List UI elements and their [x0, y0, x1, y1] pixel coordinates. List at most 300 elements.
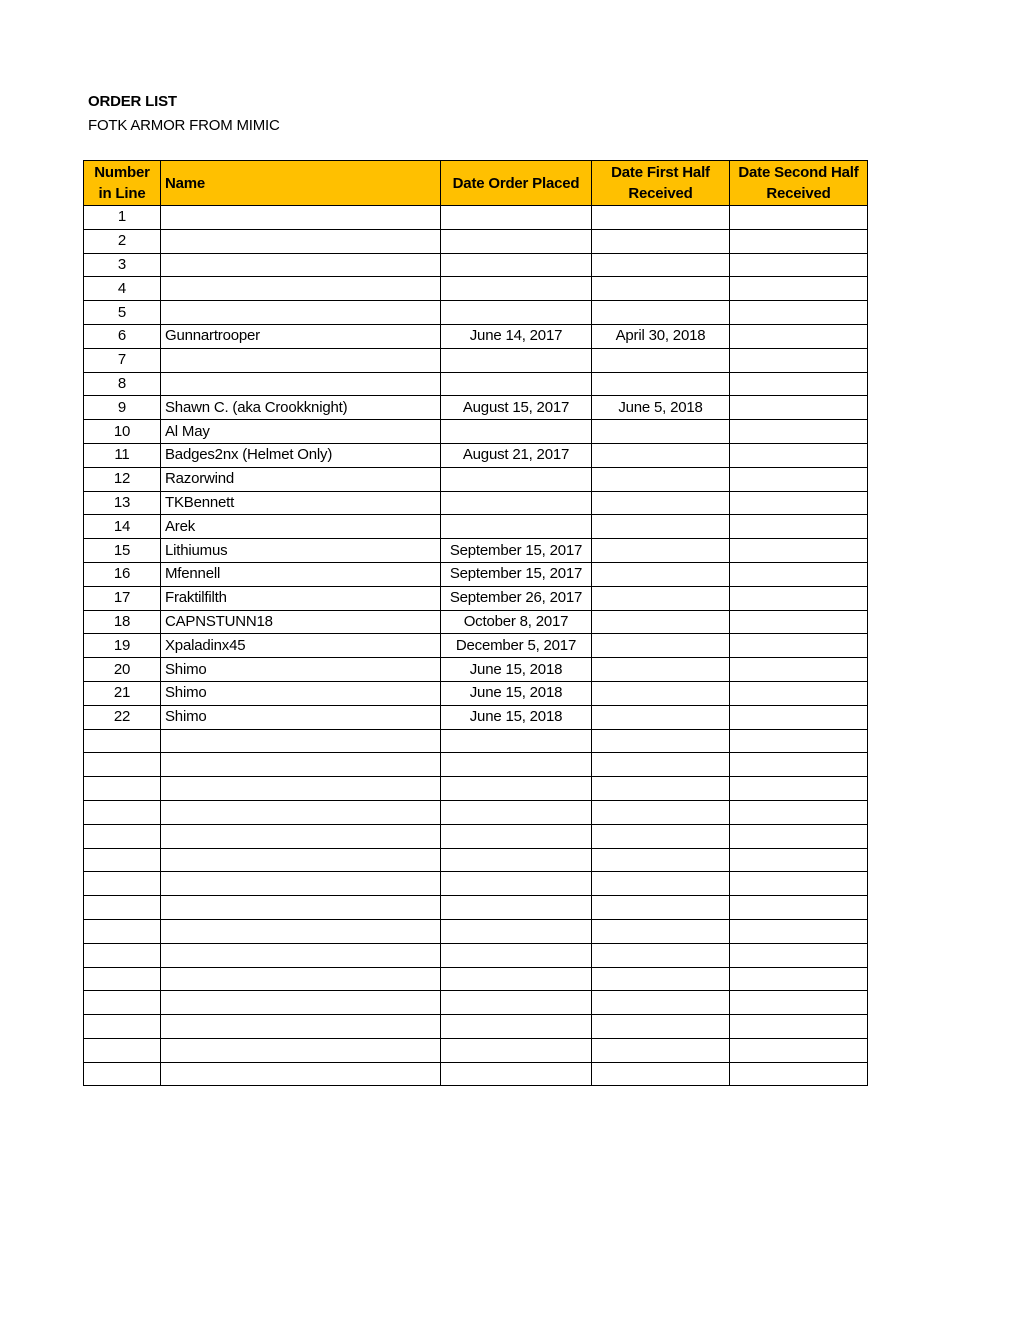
- cell-date-second-half: [730, 872, 868, 896]
- cell-number: [84, 229, 161, 253]
- table-row: [84, 800, 868, 824]
- document-subtitle: FOTK ARMOR FROM MIMIC: [88, 117, 280, 134]
- cell-date-first-half: [592, 1015, 730, 1039]
- cell-name: [161, 610, 441, 634]
- cell-number: [84, 301, 161, 325]
- cell-name-text: [161, 970, 165, 987]
- cell-name-text: [161, 256, 165, 273]
- cell-date-first-half: [592, 753, 730, 777]
- cell-date-placed: [441, 539, 592, 563]
- cell-date-first-half: [592, 467, 730, 491]
- table-row: [84, 277, 868, 301]
- cell-number-text: 7: [117, 351, 127, 369]
- cell-name: [161, 253, 441, 277]
- cell-number-text: 6: [117, 327, 127, 345]
- cell-number: [84, 467, 161, 491]
- cell-date-first-half: [592, 705, 730, 729]
- cell-date-second-half: [730, 562, 868, 586]
- cell-date-second-half: [730, 229, 868, 253]
- cell-date-first-half: [592, 943, 730, 967]
- cell-date-second-half: [730, 610, 868, 634]
- cell-date-second-half: [730, 467, 868, 491]
- cell-name: [161, 634, 441, 658]
- cell-number: [84, 491, 161, 515]
- cell-date-first-half: [592, 253, 730, 277]
- cell-date-placed: [441, 1062, 592, 1086]
- cell-date-placed-text: June 15, 2018: [469, 660, 563, 678]
- cell-name-text: [161, 280, 165, 297]
- cell-name-text: [161, 304, 165, 321]
- cell-name: [161, 515, 441, 539]
- header-date-placed-label: Date Order Placed: [452, 174, 580, 192]
- cell-number: [84, 800, 161, 824]
- cell-date-second-half: [730, 729, 868, 753]
- header-date-second-line-1: Date Second Half: [738, 164, 859, 181]
- cell-date-placed: [441, 562, 592, 586]
- cell-date-second-half: [730, 824, 868, 848]
- cell-date-first-half: [592, 562, 730, 586]
- cell-date-placed: [441, 729, 592, 753]
- cell-date-placed: [441, 253, 592, 277]
- cell-number: [84, 896, 161, 920]
- table-row: [84, 324, 868, 348]
- table-row: [84, 753, 868, 777]
- cell-name: [161, 729, 441, 753]
- table-row: [84, 1015, 868, 1039]
- cell-date-placed: [441, 658, 592, 682]
- cell-date-placed: [441, 301, 592, 325]
- cell-name: [161, 753, 441, 777]
- cell-name-text: Shimo: [165, 708, 207, 726]
- cell-name-text: Fraktilfilth: [165, 589, 227, 607]
- cell-number-text: 8: [117, 374, 127, 392]
- cell-date-placed: [441, 681, 592, 705]
- cell-name-text: [161, 922, 165, 939]
- cell-name: [161, 967, 441, 991]
- cell-name-text: Mfennell: [165, 565, 221, 583]
- table-row: [84, 491, 868, 515]
- cell-date-first-half: [592, 491, 730, 515]
- cell-number-text: 17: [113, 589, 131, 607]
- cell-number-text: 5: [117, 303, 127, 321]
- cell-name: [161, 420, 441, 444]
- cell-number-text: 1: [117, 208, 127, 226]
- cell-name: [161, 872, 441, 896]
- cell-date-first-half: [592, 800, 730, 824]
- cell-name: [161, 396, 441, 420]
- cell-date-placed: [441, 515, 592, 539]
- cell-date-first-half: [592, 443, 730, 467]
- cell-date-second-half: [730, 967, 868, 991]
- cell-date-first-half: [592, 539, 730, 563]
- cell-name: [161, 943, 441, 967]
- cell-name: [161, 206, 441, 230]
- header-name-label: Name: [165, 174, 206, 192]
- cell-date-placed: [441, 396, 592, 420]
- header-date-second-half: [730, 161, 868, 206]
- cell-date-first-half: [592, 919, 730, 943]
- cell-name-text: [161, 732, 165, 749]
- cell-date-first-half-text: June 5, 2018: [618, 398, 703, 416]
- cell-name-text: [161, 351, 165, 368]
- cell-date-second-half: [730, 991, 868, 1015]
- header-date-first-half: [592, 161, 730, 206]
- cell-number-text: 14: [113, 517, 131, 535]
- table-row: [84, 467, 868, 491]
- cell-date-first-half: [592, 872, 730, 896]
- cell-name-text: Xpaladinx45: [165, 636, 246, 654]
- cell-date-placed-text: June 15, 2018: [469, 708, 563, 726]
- cell-date-placed: [441, 372, 592, 396]
- cell-name-text: Razorwind: [165, 470, 235, 488]
- cell-date-first-half: [592, 420, 730, 444]
- cell-number-text: 16: [113, 565, 131, 583]
- cell-date-second-half: [730, 681, 868, 705]
- table-row: [84, 586, 868, 610]
- cell-date-first-half-text: April 30, 2018: [615, 327, 706, 345]
- cell-date-placed: [441, 467, 592, 491]
- cell-date-placed-text: June 15, 2018: [469, 684, 563, 702]
- cell-date-first-half: [592, 1038, 730, 1062]
- table-row: [84, 206, 868, 230]
- cell-name: [161, 991, 441, 1015]
- cell-date-first-half: [592, 991, 730, 1015]
- table-row: [84, 515, 868, 539]
- cell-name-text: [161, 946, 165, 963]
- cell-name-text: Lithiumus: [165, 541, 228, 559]
- cell-name-text: Arek: [165, 517, 196, 535]
- cell-number: [84, 729, 161, 753]
- table-row: [84, 705, 868, 729]
- table-row: [84, 634, 868, 658]
- cell-name-text: TKBennett: [165, 493, 235, 511]
- cell-number: [84, 586, 161, 610]
- table-row: [84, 443, 868, 467]
- cell-date-first-half: [592, 324, 730, 348]
- cell-date-placed: [441, 800, 592, 824]
- cell-name-text: Shimo: [165, 684, 207, 702]
- cell-name-text: Gunnartrooper: [165, 327, 260, 345]
- cell-date-second-half: [730, 705, 868, 729]
- cell-name: [161, 919, 441, 943]
- cell-name: [161, 348, 441, 372]
- cell-name-text: [161, 756, 165, 773]
- cell-number: [84, 848, 161, 872]
- table-row: [84, 967, 868, 991]
- table-row: [84, 681, 868, 705]
- cell-name: [161, 777, 441, 801]
- cell-date-placed: [441, 1038, 592, 1062]
- cell-number: [84, 872, 161, 896]
- cell-date-second-half: [730, 634, 868, 658]
- cell-date-first-half: [592, 848, 730, 872]
- header-date-order-placed: [441, 161, 592, 206]
- cell-date-placed-text: October 8, 2017: [463, 612, 569, 630]
- cell-number: [84, 206, 161, 230]
- cell-number: [84, 372, 161, 396]
- cell-date-placed-text: June 14, 2017: [469, 327, 563, 345]
- cell-date-placed: [441, 610, 592, 634]
- cell-date-placed: [441, 777, 592, 801]
- cell-number: [84, 420, 161, 444]
- cell-number: [84, 753, 161, 777]
- cell-date-second-half: [730, 848, 868, 872]
- cell-date-second-half: [730, 1015, 868, 1039]
- cell-date-first-half: [592, 681, 730, 705]
- cell-date-second-half: [730, 253, 868, 277]
- cell-date-second-half: [730, 372, 868, 396]
- cell-name: [161, 277, 441, 301]
- cell-date-first-half: [592, 348, 730, 372]
- cell-name-text: [161, 851, 165, 868]
- cell-date-placed: [441, 586, 592, 610]
- cell-number-text: 19: [113, 636, 131, 654]
- cell-number: [84, 562, 161, 586]
- cell-name: [161, 896, 441, 920]
- cell-date-second-half: [730, 443, 868, 467]
- cell-date-placed: [441, 229, 592, 253]
- table-row: [84, 610, 868, 634]
- cell-name-text: [161, 1065, 165, 1082]
- cell-date-first-half: [592, 396, 730, 420]
- table-row: [84, 396, 868, 420]
- table-row: [84, 872, 868, 896]
- cell-date-first-half: [592, 586, 730, 610]
- cell-date-first-half: [592, 277, 730, 301]
- cell-date-first-half: [592, 634, 730, 658]
- cell-date-first-half: [592, 824, 730, 848]
- table-row: [84, 896, 868, 920]
- table-body: [84, 206, 868, 1086]
- cell-name: [161, 848, 441, 872]
- cell-date-first-half: [592, 372, 730, 396]
- cell-date-second-half: [730, 348, 868, 372]
- cell-date-second-half: [730, 777, 868, 801]
- cell-date-second-half: [730, 324, 868, 348]
- cell-number-text: 4: [117, 279, 127, 297]
- cell-name-text: [161, 803, 165, 820]
- cell-number: [84, 324, 161, 348]
- cell-name-text: [161, 208, 165, 225]
- cell-number: [84, 943, 161, 967]
- cell-number: [84, 967, 161, 991]
- cell-number: [84, 919, 161, 943]
- cell-name: [161, 705, 441, 729]
- cell-name-text: [161, 1017, 165, 1034]
- cell-number-text: 18: [113, 612, 131, 630]
- header-date-second-line-2: Received: [766, 185, 831, 202]
- cell-date-placed: [441, 491, 592, 515]
- table-row: [84, 919, 868, 943]
- cell-date-placed: [441, 1015, 592, 1039]
- cell-date-second-half: [730, 1038, 868, 1062]
- cell-number-text: 10: [113, 422, 131, 440]
- table-row: [84, 729, 868, 753]
- table-row: [84, 372, 868, 396]
- cell-name-text: Shimo: [165, 660, 207, 678]
- cell-name: [161, 324, 441, 348]
- cell-name: [161, 586, 441, 610]
- table-row: [84, 658, 868, 682]
- cell-number: [84, 1015, 161, 1039]
- cell-date-placed: [441, 420, 592, 444]
- cell-date-first-half: [592, 515, 730, 539]
- cell-date-first-half: [592, 301, 730, 325]
- table-row: [84, 848, 868, 872]
- cell-date-placed: [441, 967, 592, 991]
- header-number-in-line: [84, 161, 161, 206]
- cell-name-text: [161, 375, 165, 392]
- cell-date-second-half: [730, 896, 868, 920]
- cell-date-first-half: [592, 777, 730, 801]
- cell-name-text: [161, 1041, 165, 1058]
- cell-name: [161, 467, 441, 491]
- cell-number: [84, 634, 161, 658]
- cell-date-first-half: [592, 967, 730, 991]
- cell-name: [161, 824, 441, 848]
- cell-number-text: 20: [113, 660, 131, 678]
- header-date-first-line-2: Received: [628, 185, 693, 202]
- cell-name-text: Badges2nx (Helmet Only): [165, 446, 333, 464]
- cell-name: [161, 562, 441, 586]
- cell-number-text: 15: [113, 541, 131, 559]
- cell-date-second-half: [730, 420, 868, 444]
- cell-number: [84, 253, 161, 277]
- cell-name-text: CAPNSTUNN18: [165, 612, 273, 630]
- cell-name-text: Shawn C. (aka Crookknight): [165, 398, 348, 416]
- table-row: [84, 420, 868, 444]
- cell-name: [161, 1015, 441, 1039]
- cell-name-text: [161, 827, 165, 844]
- cell-name: [161, 1038, 441, 1062]
- table-header-row: [84, 161, 868, 206]
- cell-name-text: [161, 899, 165, 916]
- table-row: [84, 539, 868, 563]
- cell-date-first-half: [592, 229, 730, 253]
- cell-date-placed-text: August 15, 2017: [462, 398, 570, 416]
- cell-date-second-half: [730, 396, 868, 420]
- cell-number: [84, 515, 161, 539]
- cell-name-text: [161, 780, 165, 797]
- order-table: [83, 160, 868, 1086]
- document-title: ORDER LIST: [88, 93, 177, 110]
- cell-date-first-half: [592, 658, 730, 682]
- cell-number: [84, 539, 161, 563]
- cell-name: [161, 800, 441, 824]
- table-row: [84, 943, 868, 967]
- cell-date-placed: [441, 753, 592, 777]
- cell-date-placed: [441, 705, 592, 729]
- cell-number: [84, 1062, 161, 1086]
- cell-date-placed: [441, 919, 592, 943]
- cell-date-placed: [441, 443, 592, 467]
- cell-name: [161, 681, 441, 705]
- cell-date-second-half: [730, 301, 868, 325]
- table-row: [84, 229, 868, 253]
- cell-date-placed: [441, 848, 592, 872]
- cell-name: [161, 372, 441, 396]
- cell-name-text: [161, 232, 165, 249]
- cell-number: [84, 991, 161, 1015]
- cell-date-placed-text: December 5, 2017: [455, 636, 577, 654]
- cell-name-text: [161, 994, 165, 1011]
- table-row: [84, 777, 868, 801]
- cell-number: [84, 610, 161, 634]
- cell-date-placed: [441, 943, 592, 967]
- table-row: [84, 562, 868, 586]
- cell-number: [84, 705, 161, 729]
- header-name: [161, 161, 441, 206]
- cell-date-placed-text: September 26, 2017: [449, 589, 583, 607]
- table-row: [84, 1038, 868, 1062]
- cell-name: [161, 539, 441, 563]
- cell-number: [84, 681, 161, 705]
- cell-name: [161, 1062, 441, 1086]
- table-row: [84, 253, 868, 277]
- cell-date-first-half: [592, 729, 730, 753]
- cell-name: [161, 658, 441, 682]
- cell-date-second-half: [730, 539, 868, 563]
- cell-number: [84, 1038, 161, 1062]
- table-row: [84, 1062, 868, 1086]
- cell-number: [84, 443, 161, 467]
- cell-date-first-half: [592, 206, 730, 230]
- cell-date-second-half: [730, 491, 868, 515]
- cell-date-placed-text: August 21, 2017: [462, 446, 570, 464]
- cell-date-second-half: [730, 919, 868, 943]
- cell-date-placed-text: September 15, 2017: [449, 541, 583, 559]
- cell-date-placed: [441, 277, 592, 301]
- cell-number: [84, 824, 161, 848]
- cell-date-placed: [441, 824, 592, 848]
- cell-date-second-half: [730, 277, 868, 301]
- cell-number-text: 2: [117, 232, 127, 250]
- cell-date-second-half: [730, 943, 868, 967]
- cell-date-first-half: [592, 610, 730, 634]
- cell-date-second-half: [730, 586, 868, 610]
- cell-date-second-half: [730, 206, 868, 230]
- cell-date-placed: [441, 324, 592, 348]
- cell-number: [84, 348, 161, 372]
- cell-date-placed: [441, 634, 592, 658]
- cell-date-second-half: [730, 1062, 868, 1086]
- table-row: [84, 824, 868, 848]
- cell-date-first-half: [592, 1062, 730, 1086]
- table-row: [84, 301, 868, 325]
- cell-date-placed: [441, 348, 592, 372]
- cell-number-text: 21: [113, 684, 131, 702]
- cell-number: [84, 396, 161, 420]
- cell-number-text: 12: [113, 470, 131, 488]
- table-row: [84, 991, 868, 1015]
- cell-number-text: 9: [117, 398, 127, 416]
- cell-date-placed: [441, 872, 592, 896]
- cell-name: [161, 491, 441, 515]
- cell-date-placed: [441, 991, 592, 1015]
- cell-date-second-half: [730, 658, 868, 682]
- cell-date-placed-text: September 15, 2017: [449, 565, 583, 583]
- cell-number-text: 13: [113, 493, 131, 511]
- cell-number-text: 11: [114, 446, 130, 464]
- cell-name-text: [161, 875, 165, 892]
- cell-date-second-half: [730, 800, 868, 824]
- cell-date-placed: [441, 896, 592, 920]
- header-date-first-line-1: Date First Half: [611, 164, 710, 181]
- cell-date-first-half: [592, 896, 730, 920]
- cell-date-placed: [441, 206, 592, 230]
- cell-name: [161, 443, 441, 467]
- header-number-line-2: in Line: [98, 185, 146, 202]
